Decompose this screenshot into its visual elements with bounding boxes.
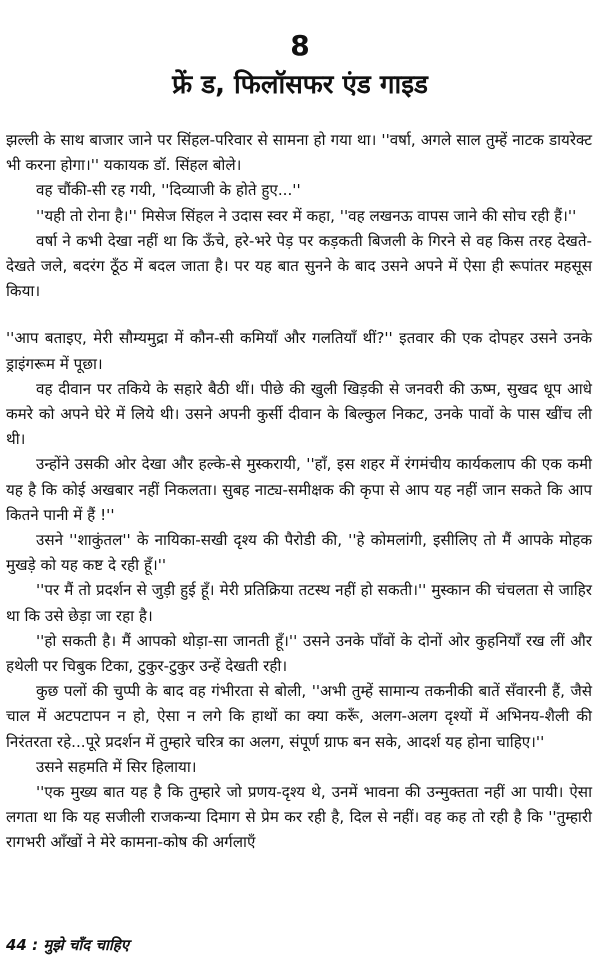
paragraph: ''एक मुख्य बात यह है कि तुम्हारे जो प्रणय-दृश्य थे, उनमें भावना की उन्मुक्तता नहीं आ पायी। ऐसा लगता था कि यह सजीली राजकन्या दिमाग से प्रेम कर रही है, दिल से नहीं। वह कह तो रही है कि ''तुम्हारी रागभरी आँखों ने मेरे कामना-कोष की अर्गलाएँ [6, 783, 592, 852]
chapter-number: 8 [290, 29, 310, 62]
body-text [6, 128, 592, 856]
paragraph: ''पर मैं तो प्रदर्शन से जुड़ी हुई हूँ। मेरी प्रतिक्रिया तटस्थ नहीं हो सकती।'' मुस्कान की चंचलता से जाहिर था कि उसे छेड़ा जा रहा है। [6, 581, 592, 625]
paragraph: झल्ली के साथ बाजार जाने पर सिंहल-परिवार से सामना हो गया था। ''वर्षा, अगले साल तुम्हें नाटक डायरेक्ट भी करना होगा।'' यकायक डॉ. सिंहल बोले। [6, 131, 592, 175]
paragraph: कुछ पलों की चुप्पी के बाद वह गंभीरता से बोली, ''अभी तुम्हें सामान्य तकनीकी बातें सँवारनी हैं, जैसे चाल में अटपटापन न हो, ऐसा न लगे कि हाथों का क्या करूँ, अलग-अलग दृश्यों में अभिनय-शैली की निरंतरता रहे...पूरे प्रदर्शन में तुम्हारे चरित्र का अलग, संपूर्ण ग्राफ बन सके, आदर्श यह होना चाहिए।'' [6, 682, 592, 751]
paragraph: ''आप बताइए, मेरी सौम्यमुद्रा में कौन-सी कमियाँ और गलतियाँ थीं?'' इतवार की एक दोपहर उसने उनके ड्राइंगरूम में पूछा। [6, 329, 592, 373]
paragraph: वह दीवान पर तकिये के सहारे बैठी थीं। पीछे की खुली खिड़की से जनवरी की ऊष्म, सुखद धूप आधे कमरे को अपने घेरे में लिये थी। उसने अपनी कुर्सी दीवान के बिल्कुल निकट, उनके पावों के पास खींच ली थी। [6, 379, 592, 449]
paragraph: उसने सहमति में सिर हिलाया। [36, 757, 197, 776]
paragraph: ''यही तो रोना है।'' मिसेज सिंहल ने उदास स्वर में कहा, ''वह लखनऊ वापस जाने की सोच रही हैं।'' [36, 206, 577, 225]
chapter-title: फ्रें ड, फिलॉसफर एंड गाइड [172, 70, 428, 100]
paragraph: उन्होंने उसकी ओर देखा और हल्के-से मुस्करायी, ''हाँ, इस शहर में रंगमंचीय कार्यकलाप की एक कमी यह है कि कोई अखबार नहीं निकलता। सुबह नाट्य-समीक्षक की कृपा से आप यह नहीं जान सकते कि आप कितने पानी में हैं !'' [6, 455, 592, 524]
paragraph: वह चौंकी-सी रह गयी, ''दिव्याजी के होते हुए...'' [36, 181, 301, 200]
paragraph: ''हो सकती है। मैं आपको थोड़ा-सा जानती हूँ।'' उसने उनके पाँवों के दोनों ओर कुहनियाँ रख लीं और हथेली पर चिबुक टिका, टुकुर-टुकुर उन्हें देखती रही। [6, 631, 592, 676]
paragraph: वर्षा ने कभी देखा नहीं था कि ऊँचे, हरे-भरे पेड़ पर कड़कती बिजली के गिरने से वह किस तरह देखते-देखते जले, बदरंग ठूँठ में बदल जाता है। पर यह बात सुनने के बाद उसने अपने में ऐसा ही रूपांतर महसूस किया। [6, 231, 592, 301]
paragraph: उसने ''शाकुंतल'' के नायिका-सखी दृश्य की पैरोडी की, ''हे कोमलांगी, इसीलिए तो मैं आपके मोहक मुखड़े को यह कष्ट दे रही हूँ।'' [6, 531, 592, 575]
page-footer: 44 : मुझे चाँद चाहिए [6, 936, 130, 954]
